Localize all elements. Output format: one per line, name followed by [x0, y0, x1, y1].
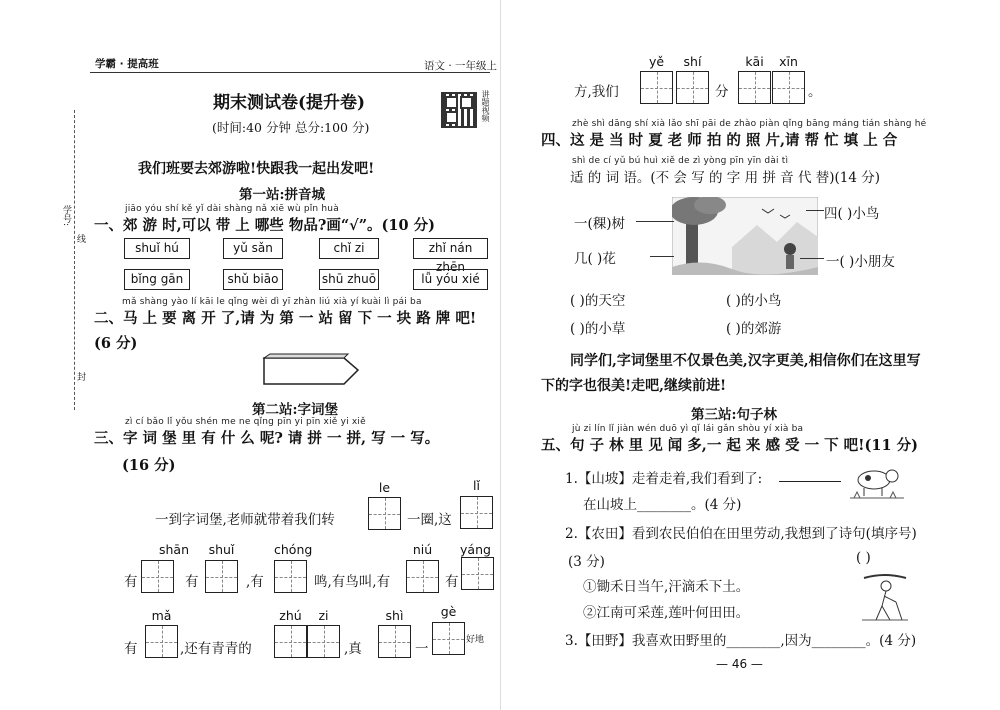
pic-item-flowers: 几( )花	[574, 251, 616, 267]
fill-blank[interactable]: ( )的小鸟	[726, 293, 782, 309]
line3-word: ,还有青青的	[180, 641, 252, 657]
tianzige-cell[interactable]	[141, 560, 174, 593]
exam-info: (时间:40 分钟 总分:100 分)	[212, 120, 370, 135]
q5-pinyin: jù zi lín lǐ jiàn wén duō yì qǐ lái gǎn shòu yí xià ba	[572, 424, 804, 434]
pinyin-label: niú	[412, 542, 433, 557]
pinyin-label: xīn	[779, 54, 798, 69]
s2-option-1: ①锄禾日当午,汗滴禾下土。	[583, 579, 750, 595]
qr-code-icon[interactable]	[441, 92, 477, 128]
q4-pinyin-1: zhè shì dāng shí xià lǎo shī pāi de zhào piàn qǐng bāng máng tián shàng hé	[572, 119, 927, 129]
answer-line[interactable]	[779, 481, 841, 482]
station-2-title: 第二站:字词堡	[252, 402, 338, 418]
s2-answer[interactable]: ( )	[856, 550, 871, 566]
pic-item-birds: 四( )小鸟	[824, 206, 880, 222]
q4-pinyin-2: shì de cí yǔ bú huì xiě de zì yòng pīn yīn dài tì	[572, 156, 789, 166]
header-right: 语文 · 一年级上	[424, 60, 498, 72]
tianzige-cell[interactable]	[432, 622, 465, 655]
q1-option[interactable]: shǔ biāo	[223, 269, 283, 290]
q1-option[interactable]: yǔ sǎn	[223, 238, 283, 259]
tianzige-cell[interactable]	[205, 560, 238, 593]
page-divider	[500, 0, 501, 710]
encourage-para-2: 下的字也很美!走吧,继续前进!	[541, 378, 727, 394]
line3-word: 一	[415, 641, 429, 657]
line1-text-b: 一圈,这	[407, 512, 452, 528]
s1-text: 1.【山坡】走着走着,我们看到了:	[565, 471, 763, 487]
s2-option-2: ②江南可采莲,莲叶何田田。	[583, 605, 750, 621]
pinyin-label: le	[378, 480, 391, 495]
tianzige-cell[interactable]	[145, 625, 178, 658]
cow-icon	[850, 462, 904, 502]
pinyin-label: lǐ	[473, 478, 480, 493]
fill-blank[interactable]: ( )的小草	[570, 321, 626, 337]
gutter-xian: 线	[77, 235, 87, 245]
tianzige-cell[interactable]	[738, 71, 771, 104]
q2-text: 二、马 上 要 离 开 了,请 为 第 一 站 留 下 一 块 路 牌 吧!	[94, 310, 477, 327]
station-3-title: 第三站:句子林	[691, 407, 777, 423]
intro-text: 我们班要去郊游啦!快跟我一起出发吧!	[138, 161, 375, 177]
pinyin-label: yě	[648, 54, 665, 69]
pic-item-tree: 一(稞)树	[574, 216, 626, 232]
fill-blank[interactable]: ( )的天空	[570, 293, 626, 309]
connector-line	[636, 221, 674, 222]
line2-word: ,有	[246, 574, 264, 590]
pinyin-label: gè	[440, 604, 457, 619]
s2-text: 2.【农田】看到农民伯伯在田里劳动,我想到了诗句(填序号)	[565, 526, 917, 542]
pinyin-label: chóng	[274, 542, 313, 557]
pinyin-label: zi	[318, 608, 329, 623]
binding-line	[74, 110, 75, 410]
tianzige-cell[interactable]	[274, 560, 307, 593]
line2-word: 鸣,有鸟叫,有	[314, 574, 391, 590]
q1-option[interactable]: shū zhuō	[319, 269, 379, 290]
line1-text-a: 一到字词堡,老师就带着我们转	[155, 512, 335, 528]
tianzige-cell[interactable]	[676, 71, 709, 104]
signpost-icon[interactable]	[262, 352, 362, 388]
tianzige-cell[interactable]	[772, 71, 805, 104]
line3-word: ,真	[344, 641, 362, 657]
pinyin-label: mǎ	[151, 608, 172, 623]
connector-line	[806, 210, 824, 211]
gutter-xuehao: 学号:	[61, 205, 71, 227]
line0-c: 。	[808, 84, 822, 100]
page-title: 期末测试卷(提升卷)	[213, 93, 366, 113]
q3-score: (16 分)	[122, 457, 176, 474]
fill-blank[interactable]: ( )的郊游	[726, 321, 782, 337]
q1-option[interactable]: zhǐ nán zhēn	[413, 238, 488, 259]
q1-option[interactable]: bǐng gān	[124, 269, 190, 290]
pinyin-label: kāi	[745, 54, 764, 69]
pinyin-label: shì	[385, 608, 404, 623]
tianzige-cell[interactable]	[461, 557, 494, 590]
q3-text: 三、字 词 堡 里 有 什 么 呢? 请 拼 一 拼, 写 一 写。	[94, 430, 440, 447]
pic-item-children: 一( )小朋友	[826, 254, 895, 270]
tianzige-cell[interactable]	[406, 560, 439, 593]
page-number: — 46 —	[716, 657, 763, 671]
s3-text: 3.【田野】我喜欢田野里的________,因为________。(4 分)	[565, 633, 917, 649]
farmer-icon	[862, 572, 908, 622]
tianzige-cell[interactable]	[378, 625, 411, 658]
qr-label: 讲题视频	[481, 90, 490, 122]
line2-word: 有	[445, 574, 459, 590]
pinyin-label: yáng	[460, 542, 491, 557]
s2b-text: (3 分)	[568, 554, 605, 570]
q2-score: (6 分)	[94, 335, 138, 352]
gutter-feng: 封	[77, 373, 87, 383]
tianzige-cell[interactable]	[368, 497, 401, 530]
encourage-para: 同学们,字词堡里不仅景色美,汉字更美,相信你们在这里写	[570, 353, 921, 369]
pinyin-label: zhú	[279, 608, 302, 623]
q3-pinyin: zì cí bǎo lǐ yǒu shén me ne qǐng pīn yi pīn xiě yi xiě	[125, 417, 366, 427]
q4-text-2: 适 的 词 语。(不 会 写 的 字 用 拼 音 代 替)(14 分)	[570, 170, 881, 186]
q1-option[interactable]: shuǐ hú	[124, 238, 190, 259]
tianzige-cell[interactable]	[640, 71, 673, 104]
q1-option[interactable]: lǚ yóu xié	[413, 269, 488, 290]
line3-word: 好地	[466, 635, 485, 645]
q1-option[interactable]: chǐ zi	[319, 238, 379, 259]
line2-word: 有	[124, 574, 138, 590]
q1-text: 一、郊 游 时,可以 带 上 哪些 物品?画“√”。(10 分)	[94, 217, 435, 234]
pinyin-label: shí	[683, 54, 702, 69]
line2-word: 有	[185, 574, 199, 590]
line0-b: 分	[715, 84, 729, 100]
park-scene-picture	[672, 197, 818, 275]
q1-pinyin: jiāo yóu shí kě yǐ dài shàng nǎ xiē wù pǐn huà	[125, 204, 339, 214]
q4-text-1: 四、这 是 当 时 夏 老 师 拍 的 照 片,请 帮 忙 填 上 合	[541, 132, 898, 149]
line0-a: 方,我们	[574, 84, 619, 100]
connector-line	[650, 256, 674, 257]
connector-line	[800, 258, 824, 259]
header-rule	[90, 72, 490, 73]
tianzige-cell[interactable]	[307, 625, 340, 658]
s1b-text: 在山坡上________。(4 分)	[583, 497, 742, 513]
pinyin-label: shuǐ	[208, 542, 235, 557]
q2-pinyin: mǎ shàng yào lí kāi le qǐng wèi dì yī zhàn liú xià yí kuài lì pái ba	[122, 297, 422, 307]
pinyin-label: shān	[158, 542, 190, 557]
tianzige-cell[interactable]	[460, 496, 493, 529]
tianzige-cell[interactable]	[274, 625, 307, 658]
brand: 学霸 · 提高班	[95, 58, 159, 70]
q5-text: 五、句 子 林 里 见 闻 多,一 起 来 感 受 一 下 吧!(11 分)	[541, 437, 918, 454]
station-1-title: 第一站:拼音城	[239, 187, 325, 203]
line3-word: 有	[124, 641, 138, 657]
